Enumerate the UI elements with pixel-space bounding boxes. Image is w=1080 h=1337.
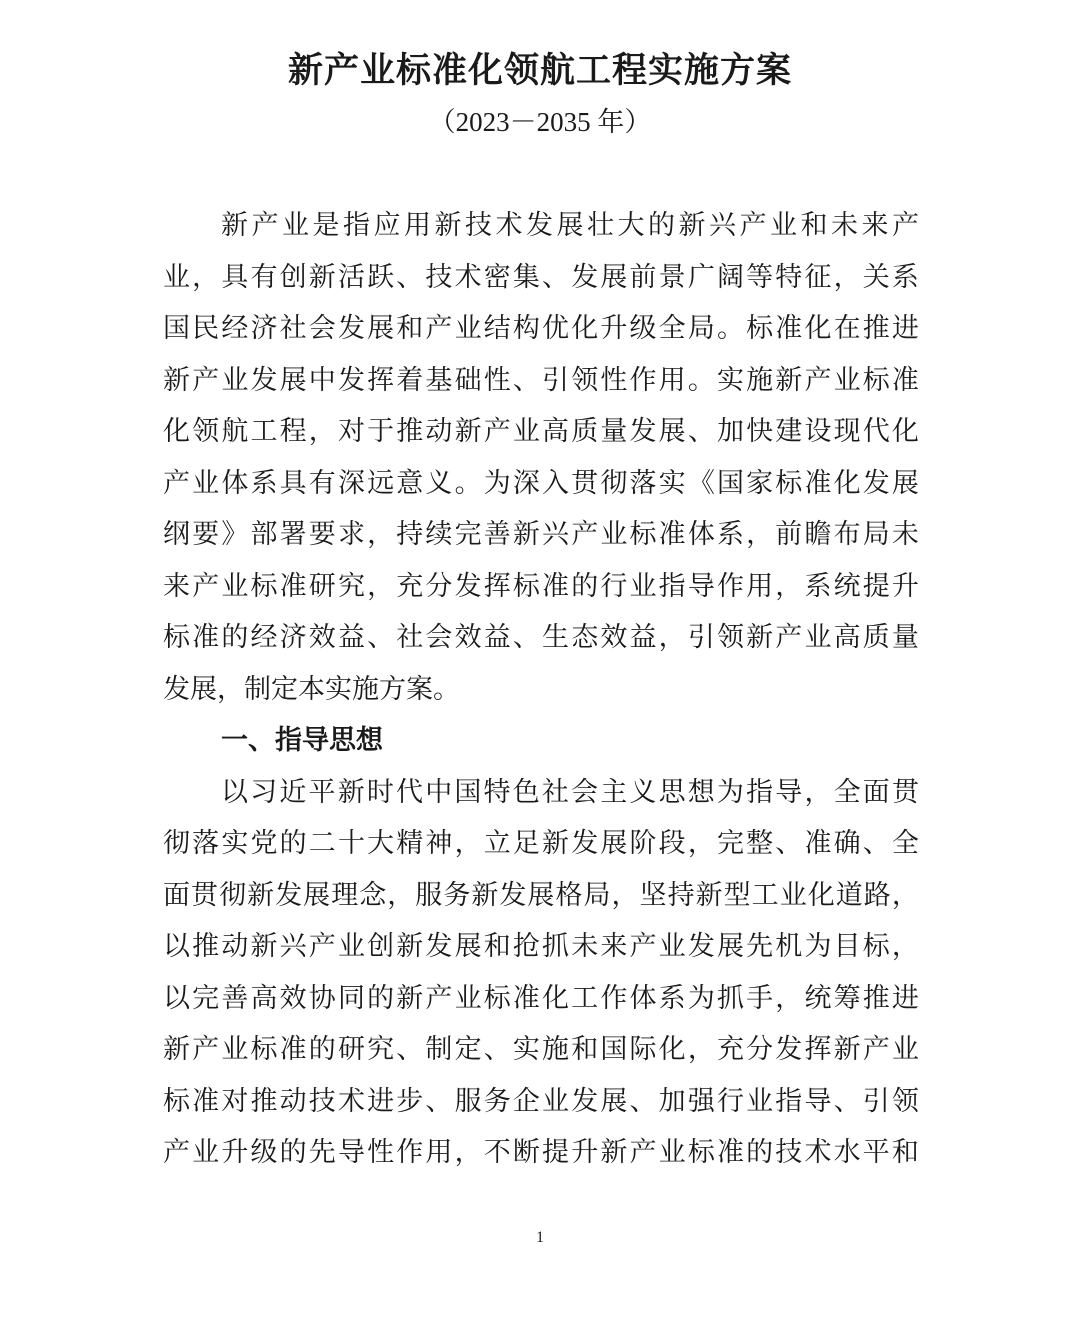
- body-line: 产 业 体 系 具 有 深 远 意 义 。 为 深 入 贯 彻 落 实 《 国 家 标 准 化 发 展: [163, 467, 919, 499]
- document-title: 新产业标准化领航工程实施方案: [287, 50, 792, 91]
- body-line: 业 ， 具 有 创 新 活 跃 、 技 术 密 集 、 发 展 前 景 广 阔 等 特 征 ， 关 系: [163, 261, 919, 293]
- document-body: [163, 200, 919, 1179]
- body-line: 新 产 业 发 展 中 发 挥 着 基 础 性 、 引 领 性 作 用 。 实 施 新 产 业 标 准: [163, 364, 919, 396]
- body-line: 纲 要 》 部 署 要 求 ， 持 续 完 善 新 兴 产 业 标 准 体 系 ， 前 瞻 布 局 未: [163, 519, 919, 550]
- body-line: 以 习 近 平 新 时 代 中 国 特 色 社 会 主 义 思 想 为 指 导 ， 全 面 贯: [221, 776, 919, 808]
- body-line: 标 准 对 推 动 技 术 进 步 、 服 务 企 业 发 展 、 加 强 行 业 指 导 、 引 领: [163, 1085, 919, 1117]
- body-line: 新 产 业 是 指 应 用 新 技 术 发 展 壮 大 的 新 兴 产 业 和 未 来 产: [221, 210, 919, 241]
- body-line: 产 业 升 级 的 先 导 性 作 用 ， 不 断 提 升 新 产 业 标 准 的 技 术 水 平 和: [163, 1137, 919, 1168]
- body-line: 发展，制定本实施方案。: [163, 673, 460, 705]
- body-line: 以 完 善 高 效 协 同 的 新 产 业 标 准 化 工 作 体 系 为 抓 手 ， 统 筹 推 进: [163, 982, 919, 1014]
- section-heading: 一、指导思想: [221, 725, 383, 756]
- body-line: 新 产 业 标 准 的 研 究 、 制 定 、 实 施 和 国 际 化 ， 充 分 发 挥 新 产 业: [163, 1034, 919, 1065]
- document-subtitle: （2023－2035 年）: [428, 107, 652, 137]
- body-line: 以 推 动 新 兴 产 业 创 新 发 展 和 抢 抓 未 来 产 业 发 展 先 机 为 目 标 ，: [163, 931, 919, 962]
- body-line: 来 产 业 标 准 研 究 ， 充 分 发 挥 标 准 的 行 业 指 导 作 用 ， 系 统 提 升: [163, 570, 919, 602]
- body-line: 彻 落 实 党 的 二 十 大 精 神 ， 立 足 新 发 展 阶 段 ， 完 整 、 准 确 、 全: [163, 828, 919, 859]
- body-line: 国 民 经 济 社 会 发 展 和 产 业 结 构 优 化 升 级 全 局 。 标 准 化 在 推 进: [163, 313, 919, 344]
- body-line: 面 贯 彻 新 发 展 理 念 ， 服 务 新 发 展 格 局 ， 坚 持 新 型 工 业 化 道 路 ，: [163, 879, 919, 911]
- body-line: 标 准 的 经 济 效 益 、 社 会 效 益 、 生 态 效 益 ， 引 领 新 产 业 高 质 量: [163, 622, 919, 653]
- page-number: 1: [536, 1229, 544, 1246]
- body-line: 化 领 航 工 程 ， 对 于 推 动 新 产 业 高 质 量 发 展 、 加 快 建 设 现 代 化: [163, 416, 919, 447]
